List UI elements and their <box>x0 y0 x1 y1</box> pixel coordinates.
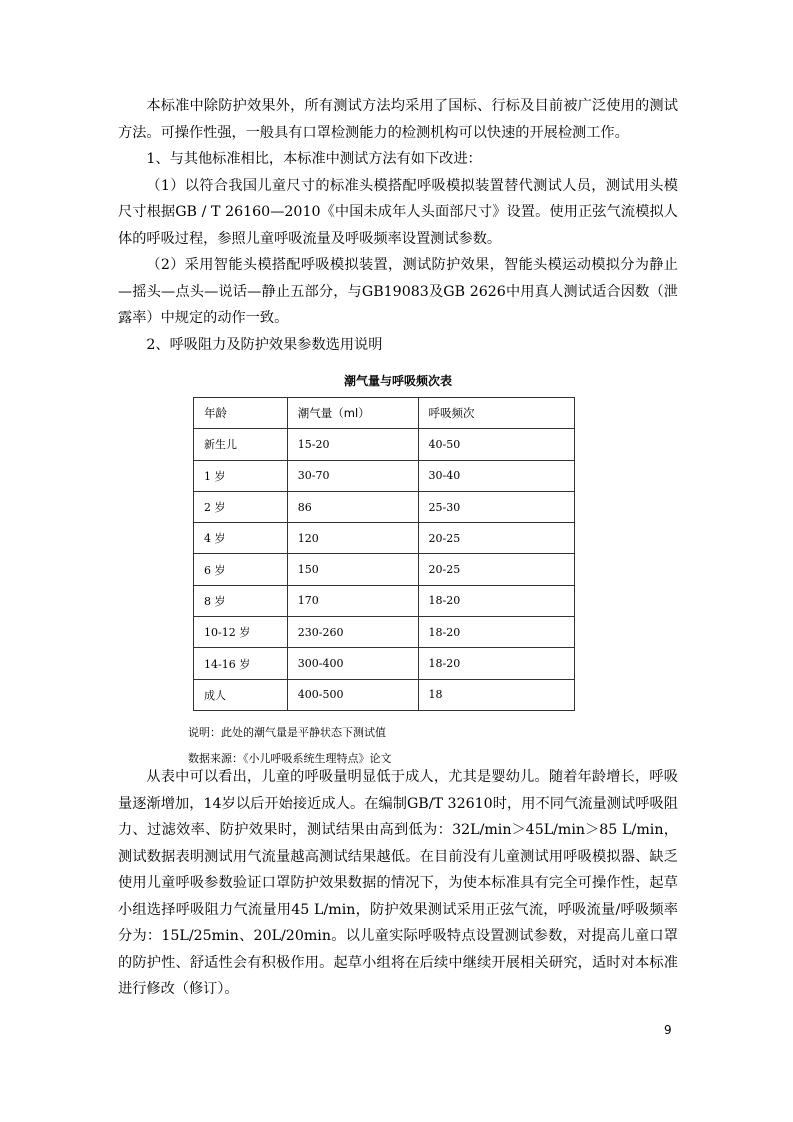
table-title: 潮气量与呼吸频次表 <box>343 374 452 388</box>
header-tidal-volume: 潮气量（ml） <box>287 398 418 429</box>
table-note-explanation: 说明：此处的潮气量是平静状态下测试值 <box>188 726 386 739</box>
table-row <box>194 554 575 585</box>
cell-tidal-volume: 300-400 <box>287 648 418 679</box>
cell-age: 2 岁 <box>194 491 288 522</box>
cell-breath-rate: 25-30 <box>418 491 574 522</box>
table-row <box>194 491 575 522</box>
header-age: 年龄 <box>194 398 288 429</box>
paragraph-analysis: 从表中可以看出，儿童的呼吸量明显低于成人，尤其是婴幼儿。随着年龄增长，呼吸量逐渐增加，14岁以后开始接近成人。在编制GB/T 32610时，用不同气流量测试呼吸阻力、过滤效率、防护效果时，测试结果由高到低为：32L/min＞45L/min＞85 L/min，测试数据表明测试用气流量越高测试结果越低。在目前没有儿童测试用呼吸模拟器、缺乏使用儿童呼吸参数验证口罩防护效果数据的情况下，为使本标准具有完全可操作性，起草小组选择呼吸阻力气流量用45 L/min，防护效果测试采用正弦气流，呼吸流量/呼吸频率分为：15L/25min、20L/20min。以儿童实际呼吸特点设置测试参数，对提高儿童口罩的防护性、舒适性会有积极作用。起草小组将在后续中继续开展相关研究，适时对本标准进行修改（修订）。 <box>118 769 678 997</box>
cell-age: 1 岁 <box>194 460 288 491</box>
cell-age: 14-16 岁 <box>194 648 288 679</box>
table-header-row <box>194 398 575 429</box>
cell-breath-rate: 40-50 <box>418 429 574 460</box>
page-number: 9 <box>664 1023 672 1037</box>
table-row <box>194 523 575 554</box>
cell-tidal-volume: 230-260 <box>287 617 418 648</box>
cell-tidal-volume: 15-20 <box>287 429 418 460</box>
cell-tidal-volume: 400-500 <box>287 679 418 710</box>
cell-breath-rate: 20-25 <box>418 523 574 554</box>
cell-age: 成人 <box>194 679 288 710</box>
cell-age: 10-12 岁 <box>194 617 288 648</box>
cell-tidal-volume: 170 <box>287 585 418 616</box>
table-row <box>194 617 575 648</box>
table-row <box>194 648 575 679</box>
table-note-source: 数据来源：《小儿呼吸系统生理特点》论文 <box>188 752 392 765</box>
paragraph-parameters-heading: 2、呼吸阻力及防护效果参数选用说明 <box>146 336 383 353</box>
table-row <box>194 679 575 710</box>
tidal-volume-table <box>193 397 575 711</box>
cell-age: 新生儿 <box>194 429 288 460</box>
cell-breath-rate: 18-20 <box>418 585 574 616</box>
cell-age: 8 岁 <box>194 585 288 616</box>
paragraph-intro: 本标准中除防护效果外，所有测试方法均采用了国标、行标及目前被广泛使用的测试方法。可操作性强，一般具有口罩检测能力的检测机构可以快速的开展检测工作。 <box>118 98 678 141</box>
cell-tidal-volume: 150 <box>287 554 418 585</box>
paragraph-improvement-1: （1）以符合我国儿童尺寸的标准头模搭配呼吸模拟装置替代测试人员，测试用头模尺寸根据GB / T 26160—2010《中国未成年人头面部尺寸》设置。使用正弦气流模拟人体的呼吸过程，参照儿童呼吸流量及呼吸频率设置测试参数。 <box>118 177 678 247</box>
body-text-bottom <box>118 764 678 1003</box>
cell-tidal-volume: 30-70 <box>287 460 418 491</box>
cell-age: 6 岁 <box>194 554 288 585</box>
cell-breath-rate: 30-40 <box>418 460 574 491</box>
cell-breath-rate: 18-20 <box>418 617 574 648</box>
table-row <box>194 429 575 460</box>
cell-breath-rate: 18 <box>418 679 574 710</box>
paragraph-improvements-heading: 1、与其他标准相比，本标准中测试方法有如下改进： <box>146 151 482 167</box>
paragraph-improvement-2: （2）采用智能头模搭配呼吸模拟装置，测试防护效果，智能头模运动模拟分为静止—摇头—点头—说话—静止五部分，与GB19083及GB 2626中用真人测试适合因数（泄露率）中规定的动作一致。 <box>118 257 678 326</box>
body-text-top <box>118 93 678 358</box>
cell-breath-rate: 18-20 <box>418 648 574 679</box>
table-row <box>194 460 575 491</box>
cell-tidal-volume: 120 <box>287 523 418 554</box>
cell-age: 4 岁 <box>194 523 288 554</box>
cell-breath-rate: 20-25 <box>418 554 574 585</box>
table-row <box>194 585 575 616</box>
header-breath-rate: 呼吸频次 <box>418 398 574 429</box>
cell-tidal-volume: 86 <box>287 491 418 522</box>
